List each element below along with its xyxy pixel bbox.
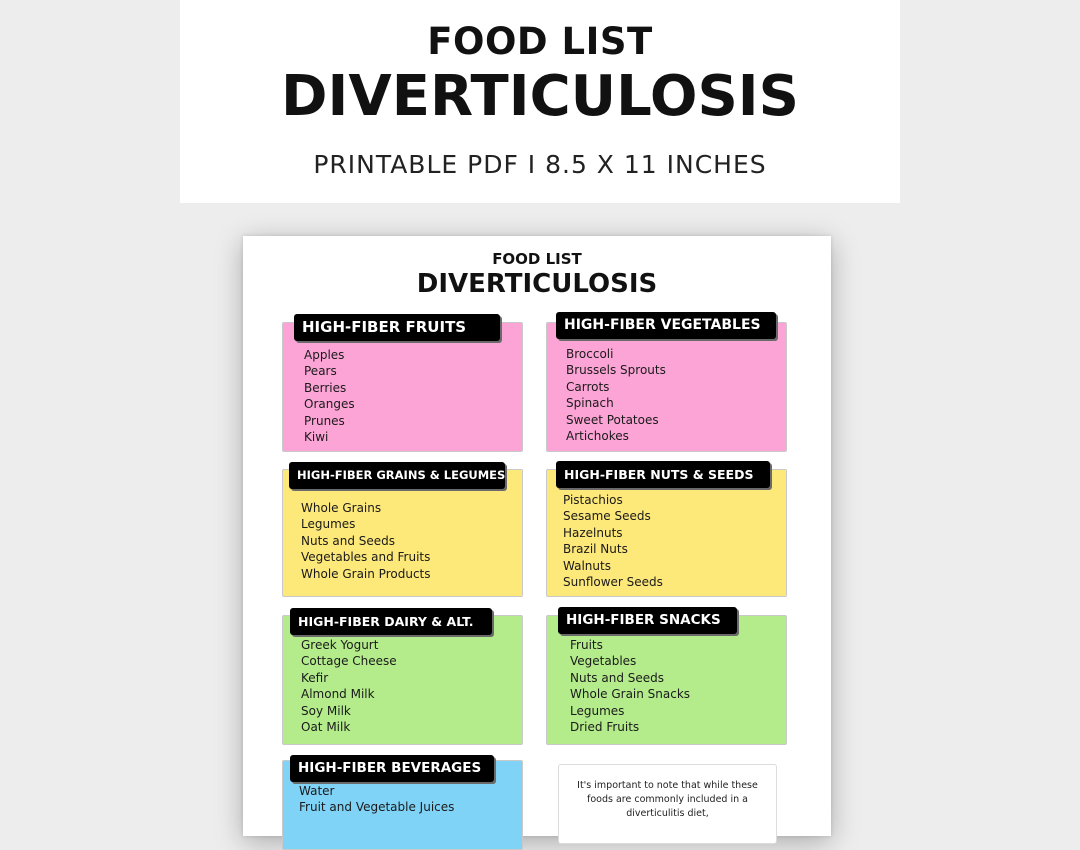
document-title: DIVERTICULOSIS [416, 269, 658, 299]
list-item: Greek Yogurt [301, 638, 379, 652]
category-heading-nuts-seeds: HIGH-FIBER NUTS & SEEDS [556, 461, 770, 488]
list-item: Oat Milk [301, 720, 351, 735]
list-item: Sweet Potatoes [566, 412, 659, 427]
list-item: Almond Milk [301, 687, 375, 702]
list-item: Fruit and Vegetable Juices [299, 800, 455, 815]
list-item: Sesame Seeds [563, 509, 651, 524]
list-item: Whole Grain Snacks [570, 687, 691, 702]
banner-title: DIVERTICULOSIS [281, 64, 799, 129]
list-item: Brazil Nuts [563, 542, 628, 557]
list-item: Water [299, 784, 335, 798]
list-item: Dried Fruits [570, 720, 640, 735]
list-item: Nuts and Seeds [301, 533, 395, 548]
category-heading-beverages: HIGH-FIBER BEVERAGES [290, 755, 494, 782]
category-heading-vegetables: HIGH-FIBER VEGETABLES [556, 312, 776, 339]
banner-subtitle: FOOD LIST [427, 20, 653, 63]
list-item: Oranges [304, 397, 355, 412]
list-item: Carrots [566, 379, 610, 394]
list-item: Brussels Sprouts [566, 363, 666, 378]
disclaimer-note: It's important to note that while these foods are commonly included in a diverticulitis diet, [558, 764, 777, 844]
category-list-nuts-seeds [563, 492, 663, 590]
list-item: Legumes [301, 517, 356, 532]
list-item: Kefir [301, 670, 329, 685]
list-item: Sunflower Seeds [563, 575, 663, 590]
category-heading-fruits: HIGH-FIBER FRUITS [294, 314, 500, 341]
list-item: Legumes [570, 703, 625, 718]
document-page [243, 236, 831, 836]
banner-format-info: PRINTABLE PDF I 8.5 X 11 INCHES [313, 150, 767, 179]
category-list-fruits [304, 347, 355, 445]
list-item: Vegetables and Fruits [301, 550, 431, 565]
category-list-vegetables [566, 346, 666, 444]
list-item: Berries [304, 380, 347, 395]
category-list-dairy [301, 637, 397, 735]
list-item: Walnuts [563, 558, 611, 573]
list-item: Spinach [566, 396, 614, 411]
list-item: Prunes [304, 413, 345, 428]
list-item: Whole Grains [301, 501, 382, 515]
list-item: Soy Milk [301, 703, 351, 718]
list-item: Whole Grain Products [301, 566, 431, 581]
list-item: Broccoli [566, 347, 614, 361]
list-item: Nuts and Seeds [570, 670, 664, 685]
list-item: Fruits [570, 638, 603, 652]
list-item: Pistachios [563, 493, 623, 507]
document-subtitle: FOOD LIST [492, 250, 582, 268]
list-item: Pears [304, 364, 337, 379]
category-list-snacks [570, 637, 690, 735]
list-item: Hazelnuts [563, 525, 623, 540]
category-heading-snacks: HIGH-FIBER SNACKS [558, 607, 737, 634]
list-item: Vegetables [570, 654, 637, 669]
list-item: Artichokes [566, 429, 629, 444]
category-heading-dairy: HIGH-FIBER DAIRY & ALT. [290, 608, 492, 635]
list-item: Apples [304, 348, 345, 362]
list-item: Kiwi [304, 430, 329, 445]
banner [180, 0, 900, 203]
category-heading-grains-legumes: HIGH-FIBER GRAINS & LEGUMES [289, 462, 505, 489]
category-list-grains-legumes [301, 500, 431, 582]
list-item: Cottage Cheese [301, 654, 397, 669]
category-list-beverages [299, 783, 454, 816]
